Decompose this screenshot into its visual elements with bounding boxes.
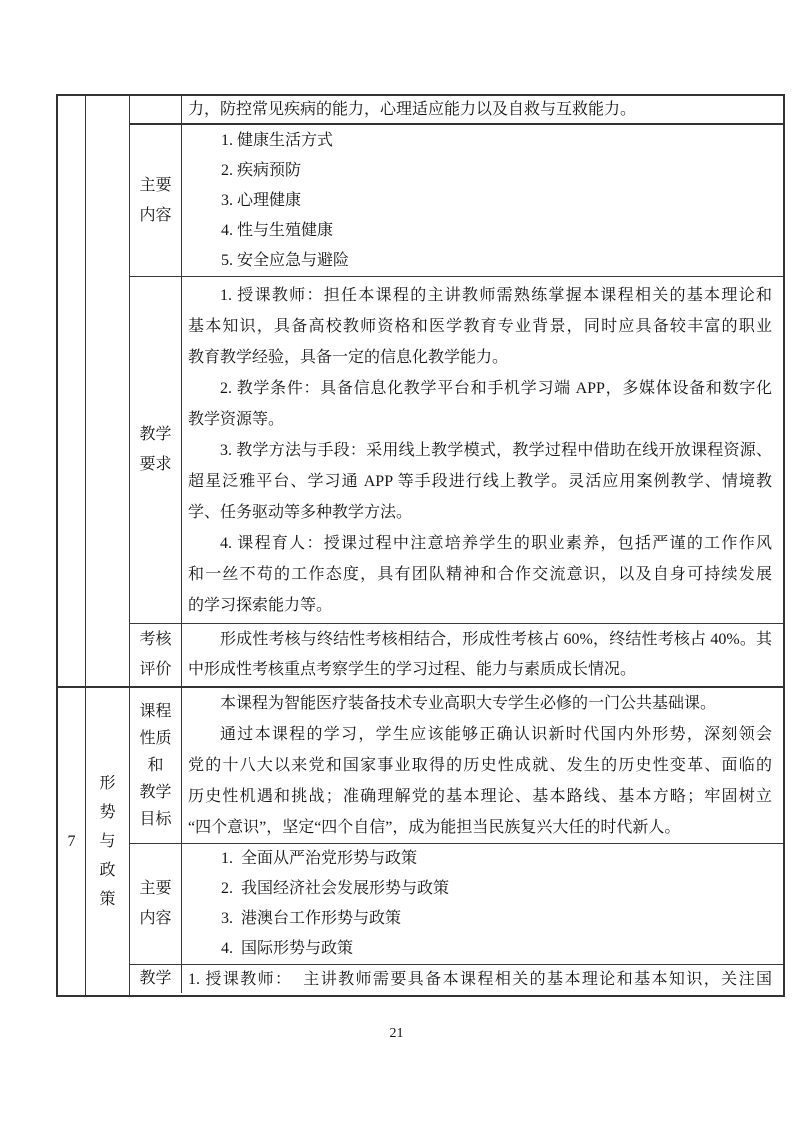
subrow-main-content (130, 844, 783, 965)
text-line: 和一丝不苟的工作态度，具有团队精神和合作交流意识，以及自身可持续发展 (188, 565, 772, 583)
label-main-content (130, 125, 182, 276)
course-number: 7 (67, 832, 76, 850)
text-line: 教学资源等。 (188, 410, 285, 428)
course-name-char: 与 (99, 833, 116, 850)
text-line: 形成性考核与终结性考核相结合，形成性考核占 60%，终结性考核占 40%。其 (220, 631, 772, 648)
course-name-char: 策 (99, 891, 116, 908)
course-name-char: 势 (99, 804, 116, 821)
text-line: 2. 教学条件：具备信息化教学平台和手机学习端 APP，多媒体设备和数字化 (220, 379, 772, 397)
course-row-6-continued (58, 96, 783, 686)
label-line: 和 (147, 757, 164, 774)
text-line: 的学习探索能力等。 (188, 596, 333, 614)
label-line: 主要 (139, 176, 172, 194)
course-name-char: 政 (99, 862, 116, 879)
text-line: 教育教学经验，具备一定的信息化教学能力。 (188, 348, 509, 366)
course-number-cell (58, 688, 86, 995)
label-line: 内容 (139, 206, 172, 224)
label-line: 教学 (139, 784, 172, 801)
label-teaching-requirements (130, 277, 182, 623)
text-line: 1. 授课教师：担任本课程的主讲教师需熟练掌握本课程相关的基本理论和 (220, 286, 772, 304)
text-line: 基本知识，具备高校教师资格和医学教育专业背景，同时应具备较丰富的职业 (188, 317, 772, 335)
label-line: 评价 (139, 661, 172, 678)
label-line: 主要 (139, 880, 172, 897)
label-line: 要求 (139, 456, 172, 473)
text-line: 力，防控常见疾病的能力，心理适应能力以及自救与互救能力。 (188, 100, 637, 118)
label-main-content (130, 844, 182, 964)
list-item: 1. 全面从严治党形势与政策 (221, 850, 418, 867)
course-name-cell (86, 688, 130, 995)
list-item: 4. 性与生殖健康 (221, 221, 334, 239)
label-line: 课程 (139, 703, 172, 720)
text-line: 通过本课程的学习，学生应该能够正确认识新时代国内外形势，深刻领会 (220, 726, 772, 743)
text-line: 党的十八大以来党和国家事业取得的历史性成就、发生的历史性变革、面临的 (188, 757, 772, 774)
main-content-list (182, 844, 783, 964)
text-line: 本课程为智能医疗装备技术专业高职大专学生必修的一门公共基础课。 (220, 695, 717, 712)
subrow-nature-and-goal (130, 688, 783, 844)
subrow-main-content (130, 125, 783, 277)
main-content-list (182, 125, 783, 276)
page-number: 21 (389, 1026, 404, 1041)
assessment-content (182, 624, 783, 686)
row6-subrows (130, 96, 783, 686)
label-line: 教学 (139, 426, 172, 443)
carryover-content (182, 96, 783, 123)
list-item: 4. 国际形势与政策 (221, 940, 354, 957)
list-item: 1. 健康生活方式 (221, 131, 334, 149)
text-line: 中形成性考核重点考察学生的学习过程、能力与素质成长情况。 (188, 661, 637, 678)
subrow-goal-carryover (130, 96, 783, 125)
course-number-cell-empty (58, 96, 86, 686)
text-line: 历史性机遇和挑战；准确理解党的基本理论、基本路线、基本方略；牢固树立 (188, 788, 772, 805)
subrow-assessment (130, 624, 783, 686)
list-item: 3. 港澳台工作形势与政策 (221, 910, 402, 927)
label-line: 考核 (139, 631, 172, 648)
syllabus-table (56, 94, 785, 997)
list-item: 3. 心理健康 (221, 191, 302, 209)
teaching-requirements-content (182, 277, 783, 623)
subrow-teaching-requirements (130, 277, 783, 624)
text-line: 3. 教学方法与手段：采用线上教学模式，教学过程中借助在线开放课程资源、 (220, 441, 772, 459)
course-name-cell-empty (86, 96, 130, 686)
list-item: 2. 我国经济社会发展形势与政策 (221, 880, 450, 897)
label-nature-and-goal (130, 688, 182, 843)
course-name-char: 形 (99, 775, 116, 792)
text-line: 1. 授课教师： 主讲教师需要具备本课程相关的基本理论和基本知识，关注国 (188, 970, 772, 988)
label-line: 教学 (139, 970, 172, 987)
nature-and-goal-content (182, 688, 783, 843)
list-item: 5. 安全应急与避险 (221, 251, 350, 269)
label-line: 目标 (139, 811, 172, 828)
course-row-7 (58, 686, 783, 995)
text-line: 超星泛雅平台、学习通 APP 等手段进行线上教学。灵活应用案例教学、情境教 (188, 472, 772, 490)
text-line: “四个意识”，坚定“四个自信”，成为能担当民族复兴大任的时代新人。 (188, 819, 681, 836)
label-line: 内容 (139, 910, 172, 927)
text-line: 4. 课程育人：授课过程中注意培养学生的职业素养，包括严谨的工作作风 (220, 534, 772, 552)
teaching-content (182, 965, 783, 993)
label-teaching (130, 965, 182, 993)
list-item: 2. 疾病预防 (221, 161, 302, 179)
text-line: 学、任务驱动等多种教学方法。 (188, 503, 413, 521)
label-assessment (130, 624, 182, 686)
subrow-teaching-requirements (130, 965, 783, 993)
row7-subrows (130, 688, 783, 995)
label-line: 性质 (139, 730, 172, 747)
label-cell-empty (130, 96, 182, 123)
